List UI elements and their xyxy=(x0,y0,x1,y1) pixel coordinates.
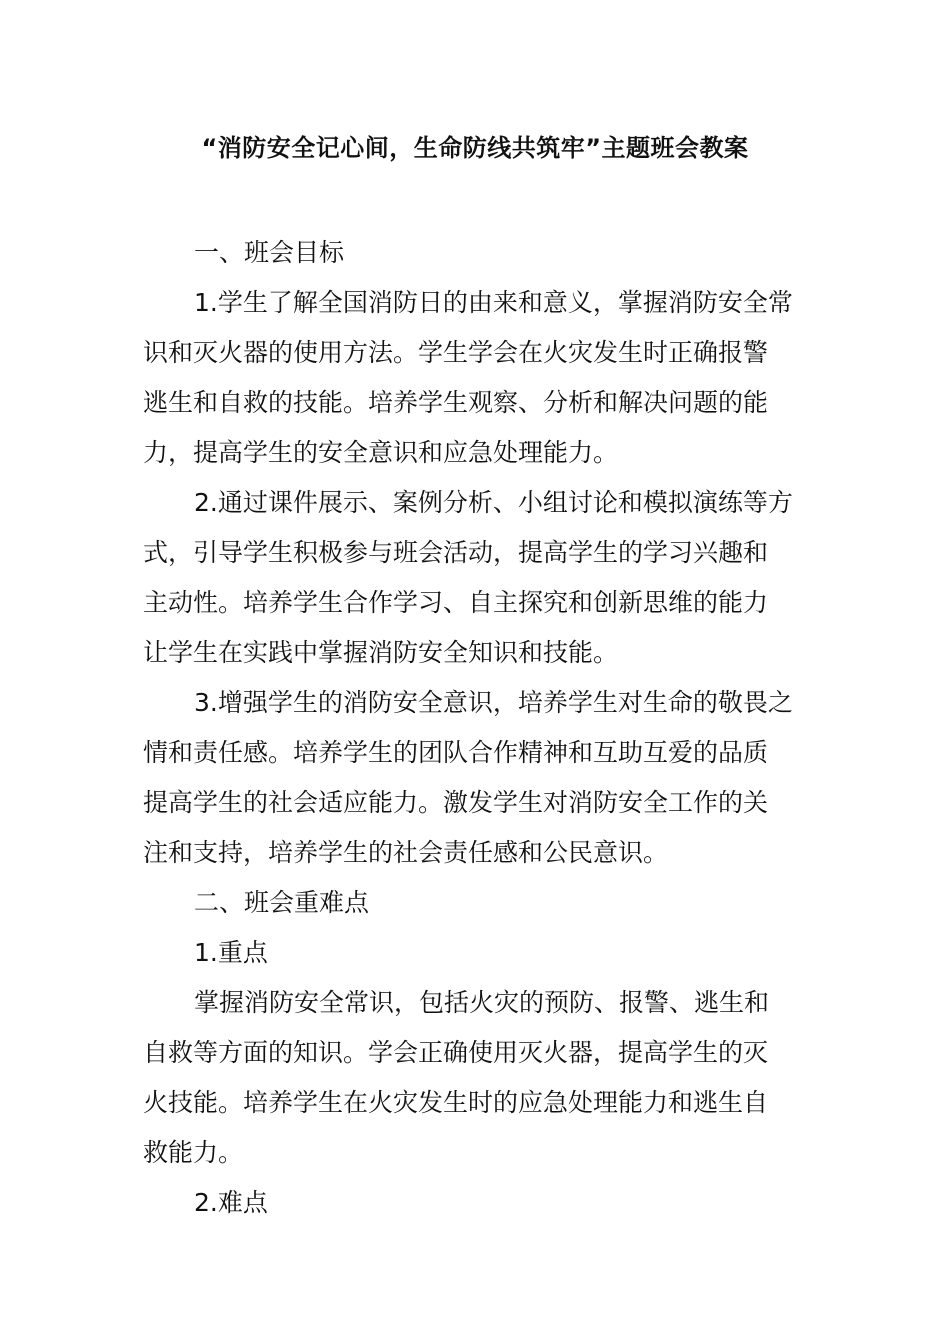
paragraph-line: 掌握消防安全常识，包括火灾的预防、报警、逃生和 xyxy=(194,988,770,1017)
paragraph-line: 式，引导学生积极参与班会活动，提高学生的学习兴趣和 xyxy=(143,538,769,567)
section-heading-key-points: 二、班会重难点 xyxy=(194,888,370,917)
paragraph-line: 逃生和自救的技能。培养学生观察、分析和解决问题的能 xyxy=(143,388,769,417)
paragraph-line: 提高学生的社会适应能力。激发学生对消防安全工作的关 xyxy=(143,788,769,817)
paragraph-line: 1.学生了解全国消防日的由来和意义，掌握消防安全常 xyxy=(194,288,793,317)
paragraph-line: 自救等方面的知识。学会正确使用灭火器，提高学生的灭 xyxy=(143,1038,769,1067)
paragraph-line: 识和灭火器的使用方法。学生学会在火灾发生时正确报警 xyxy=(143,338,769,367)
paragraph-line: 注和支持，培养学生的社会责任感和公民意识。 xyxy=(143,838,669,867)
paragraph-line: 主动性。培养学生合作学习、自主探究和创新思维的能力 xyxy=(143,588,769,617)
section-heading-goals: 一、班会目标 xyxy=(194,238,345,267)
document-title: “消防安全记心间，生命防线共筑牢”主题班会教案 xyxy=(201,134,749,162)
paragraph-line: 火技能。培养学生在火灾发生时的应急处理能力和逃生自 xyxy=(143,1088,769,1117)
subheading-difficulty: 2.难点 xyxy=(194,1188,268,1217)
subheading-focus: 1.重点 xyxy=(194,938,268,967)
paragraph-line: 2.通过课件展示、案例分析、小组讨论和模拟演练等方 xyxy=(194,488,793,517)
paragraph-line: 力，提高学生的安全意识和应急处理能力。 xyxy=(143,438,619,467)
paragraph-line: 情和责任感。培养学生的团队合作精神和互助互爱的品质 xyxy=(143,738,769,767)
document-body xyxy=(143,228,811,1228)
paragraph-line: 让学生在实践中掌握消防安全知识和技能。 xyxy=(143,638,619,667)
paragraph-line: 救能力。 xyxy=(143,1138,244,1167)
paragraph-line: 3.增强学生的消防安全意识，培养学生对生命的敬畏之 xyxy=(194,688,793,717)
